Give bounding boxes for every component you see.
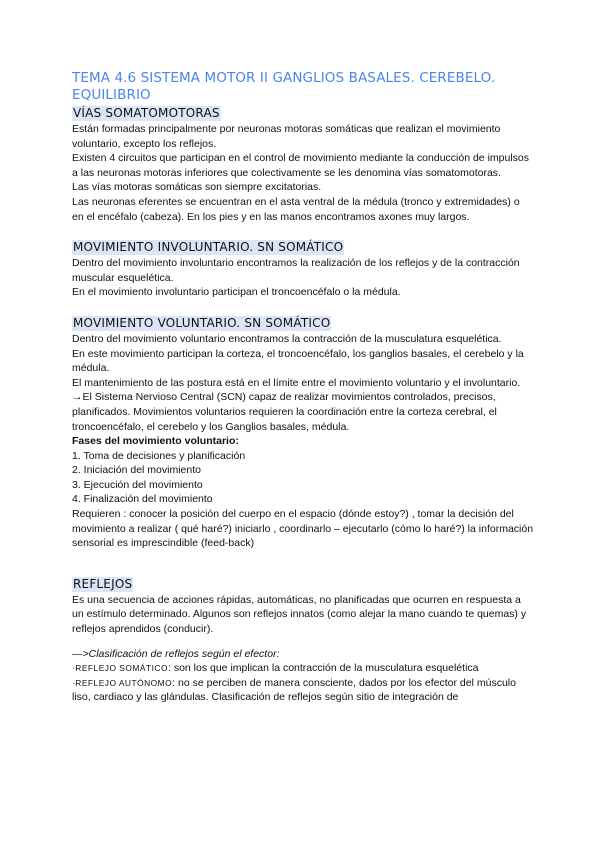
section-movimiento-voluntario (72, 314, 534, 551)
section-reflejos (72, 575, 534, 705)
paragraph: Las neuronas eferentes se encuentran en el asta ventral de la médula (tronco y extremidades) o en el encéfalo (cabeza). En los pies y en las manos encontramos axones muy largos. (72, 195, 520, 223)
paragraph: El mantenimiento de las postura está en el límite entre el movimiento voluntario y el involuntario. (72, 376, 521, 389)
paragraph: Las vías motoras somáticas son siempre excitatorias. (72, 181, 322, 194)
phase-item: 2. Iniciación del movimiento (72, 464, 201, 477)
section-movimiento-involuntario (72, 238, 534, 300)
section-vias-somatomotoras (72, 104, 534, 224)
reflex-item (72, 676, 534, 705)
reflex-text: : son los que implican la contracción de la musculatura esquelética (167, 662, 479, 675)
reflex-term: ·REFLEJO AUTÓNOMO (72, 677, 173, 688)
reflex-text: : no se perciben de manera consciente, dados por los efector del músculo liso, cardiaco y las glándulas. Clasificación de reflejos según sitio de integración de (72, 676, 516, 704)
reflex-term: ·REFLEJO SOMÁTICO (72, 663, 168, 674)
paragraph: Están formadas principalmente por neuronas motoras somáticas que realizan el movimiento voluntario, excepto los reflejos. (72, 123, 501, 150)
reflex-item (72, 661, 534, 676)
paragraph: →El Sistema Nervioso Central (SCN) capaz de realizar movimientos controlados, precisos, planificados. Movimientos voluntarios requieren la coordinación entre la corteza cerebral, el troncoencéfalo, el cerebelo y los Ganglios basales, médula. (72, 391, 497, 433)
section-heading: REFLEJOS (73, 576, 133, 591)
phase-item: 4. Finalización del movimiento (72, 493, 213, 506)
paragraph: Es una secuencia de acciones rápidas, automáticas, no planificadas que ocurren en respuesta a un estímulo determinado. Algunos son reflejos innatos (como alejar la mano cuando te quemas) y reflejos aprendidos (conducir). (72, 593, 527, 636)
paragraph: En el movimiento involuntario participan el troncoencéfalo o la médula. (72, 286, 401, 299)
phase-item: 1. Toma de decisiones y planificación (72, 449, 246, 462)
paragraph: Existen 4 circuitos que participan en el control de movimiento mediante la conducción de impulsos a las neuronas motoras inferiores que colectivamente se les denomina vías somatomotoras. (72, 152, 529, 179)
phases-title: Fases del movimiento voluntario: (72, 435, 239, 448)
section-heading: MOVIMIENTO INVOLUNTARIO. SN SOMÁTICO (73, 240, 344, 255)
section-heading: VÍAS SOMATOMOTORAS (73, 106, 220, 120)
paragraph: Dentro del movimiento involuntario encontramos la realización de los reflejos y de la contracción muscular esquelética. (72, 257, 520, 284)
paragraph: Dentro del movimiento voluntario encontramos la contracción de la musculatura esquelética. (72, 332, 502, 345)
phase-item: 3. Ejecución del movimiento (72, 478, 203, 491)
section-heading: MOVIMIENTO VOLUNTARIO. SN SOMÁTICO (73, 315, 331, 330)
paragraph: En este movimiento participan la corteza, el troncoencéfalo, los ganglios basales, el cerebelo y la médula. (72, 347, 524, 375)
classification-heading: —>Clasificación de reflejos según el efector: (72, 647, 280, 660)
paragraph: Requieren : conocer la posición del cuerpo en el espacio (dónde estoy?) , tomar la decisión del movimiento a realizar ( qué haré?) iniciarlo , coordinarlo – ejecutarlo (cómo lo haré?) la información sensorial es imprescindible (feed-back) (72, 508, 534, 550)
document-title: TEMA 4.6 SISTEMA MOTOR II GANGLIOS BASALES. CEREBELO. EQUILIBRIO (72, 70, 496, 103)
